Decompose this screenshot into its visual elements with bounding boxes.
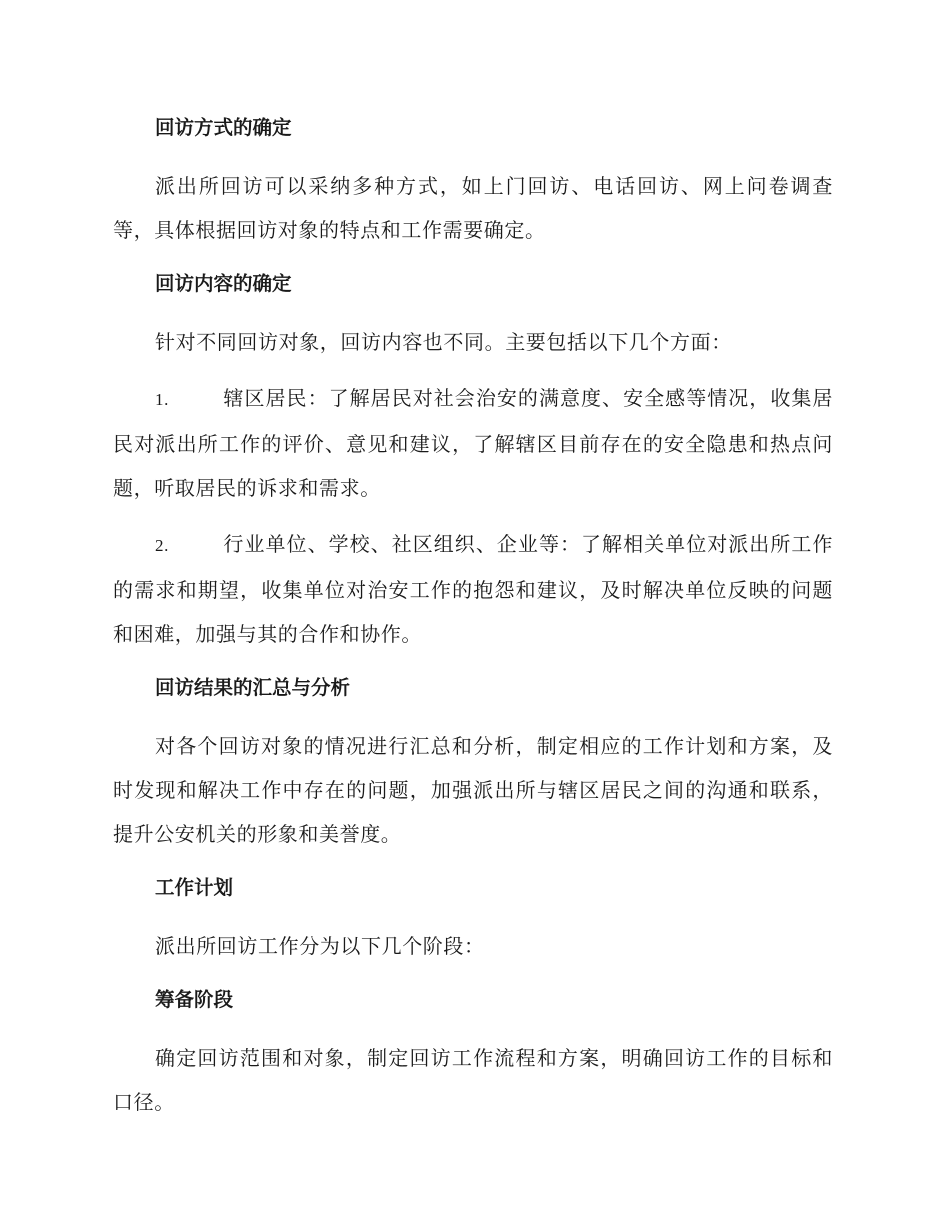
list-item-text: 行业单位、学校、社区组织、企业等：了解相关单位对派出所工作的需求和期望，收集单位对治安工作的抱怨和建议，及时解决单位反映的问题和困难，加强与其的合作和协作。 — [113, 532, 833, 646]
list-number: 2. — [155, 536, 169, 555]
section-heading-preparation: 筹备阶段 — [155, 988, 234, 1011]
list-number: 1. — [155, 390, 169, 409]
section-heading-visit-method: 回访方式的确定 — [155, 116, 292, 139]
paragraph-work-plan: 派出所回访工作分为以下几个阶段： — [155, 934, 485, 958]
section-heading-results-analysis: 回访结果的汇总与分析 — [155, 676, 351, 699]
paragraph-results-analysis: 对各个回访对象的情况进行汇总和分析，制定相应的工作计划和方案，及时发现和解决工作中存在的问题，加强派出所与辖区居民之间的沟通和联系，提升公安机关的形象和美誉度。 — [113, 734, 833, 846]
list-item-1 — [113, 376, 833, 510]
document-page — [113, 108, 833, 1136]
paragraph-visit-content: 针对不同回访对象，回访内容也不同。主要包括以下几个方面： — [155, 330, 732, 354]
paragraph-visit-method: 派出所回访可以采纳多种方式，如上门回访、电话回访、网上问卷调查等，具体根据回访对象的特点和工作需要确定。 — [113, 174, 833, 242]
list-item-text: 辖区居民：了解居民对社会治安的满意度、安全感等情况，收集居民对派出所工作的评价、意见和建议，了解辖区目前存在的安全隐患和热点问题，听取居民的诉求和需求。 — [113, 386, 833, 500]
paragraph-preparation: 确定回访范围和对象，制定回访工作流程和方案，明确回访工作的目标和口径。 — [113, 1046, 833, 1114]
section-heading-visit-content: 回访内容的确定 — [155, 272, 292, 295]
section-heading-work-plan: 工作计划 — [155, 876, 234, 899]
list-item-2 — [113, 522, 833, 656]
